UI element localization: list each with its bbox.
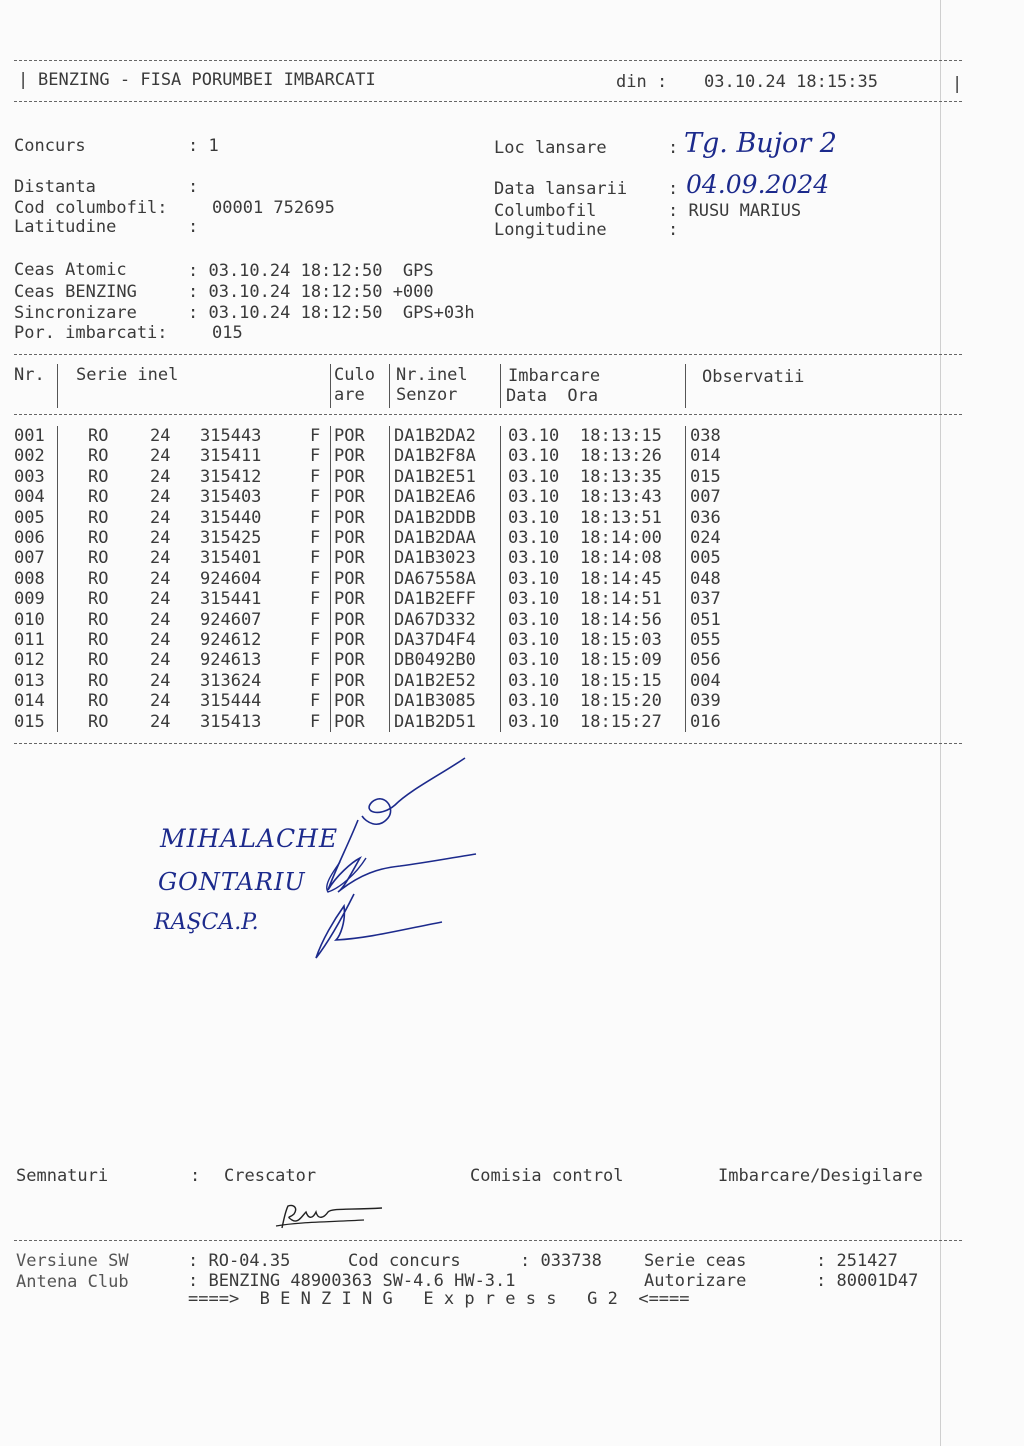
row-year: 24: [150, 630, 171, 650]
table-header-divider: [57, 364, 58, 408]
cod-concurs-label: Cod concurs: [348, 1251, 461, 1271]
row-sensor-id: DA37D4F4: [394, 630, 476, 650]
row-country: RO: [88, 691, 109, 712]
longitudine-label: Longitudine: [494, 220, 607, 240]
row-sensor-id: DA1B2F8A: [394, 446, 476, 467]
distanta-value: :: [188, 177, 199, 197]
row-sensor-id: DA1B2DA2: [394, 426, 476, 446]
table-header-divider: [330, 364, 331, 408]
row-sex: F: [310, 548, 321, 569]
row-nr: 009: [14, 589, 45, 610]
row-date: 03.10: [508, 507, 560, 528]
footer-top-rule: [14, 1240, 962, 1241]
row-time: 18:15:20: [580, 691, 662, 712]
row-sex: F: [310, 711, 321, 732]
porumbei-imbarcati-value: 015: [212, 323, 243, 343]
row-country: RO: [88, 589, 109, 610]
row-ring-number: 315443: [200, 426, 262, 446]
col-header-nr: Nr.: [14, 365, 45, 385]
row-year: 24: [150, 670, 171, 691]
semnatura-crescator: Crescator: [224, 1166, 317, 1186]
row-country: RO: [88, 650, 109, 671]
sincronizare-label: Sincronizare: [14, 303, 137, 323]
row-year: 24: [150, 609, 171, 630]
sincronizare-value: : 03.10.24 18:12:50 GPS+03h: [188, 303, 475, 323]
row-color: POR: [334, 568, 365, 589]
row-observatii: 036: [690, 507, 721, 528]
ceas-atomic-label: Ceas Atomic: [14, 260, 127, 280]
autorizare-value: : 80001D47: [816, 1271, 919, 1291]
row-date: 03.10: [508, 650, 560, 671]
header-left-bar: |: [18, 70, 29, 90]
loc-lansare-colon: :: [668, 138, 679, 158]
row-date: 03.10: [508, 691, 560, 712]
table-header-rule: [14, 414, 962, 415]
row-observatii: 005: [690, 548, 721, 569]
table-body-divider: [330, 426, 331, 732]
row-time: 18:15:27: [580, 711, 662, 732]
col-header-serie-inel: Serie inel: [76, 365, 179, 385]
row-country: RO: [88, 466, 109, 487]
row-color: POR: [334, 691, 365, 712]
row-nr: 001: [14, 426, 45, 446]
row-sensor-id: DA67558A: [394, 568, 476, 589]
row-sensor-id: DA1B3023: [394, 548, 476, 569]
row-date: 03.10: [508, 426, 560, 446]
row-year: 24: [150, 691, 171, 712]
row-ring-number: 924613: [200, 650, 262, 671]
row-ring-number: 315412: [200, 466, 262, 487]
row-nr: 007: [14, 548, 45, 569]
row-date: 03.10: [508, 711, 560, 732]
handwritten-signatures: [300, 750, 490, 970]
row-ring-number: 315440: [200, 507, 262, 528]
loc-lansare-label: Loc lansare: [494, 138, 607, 158]
row-sex: F: [310, 670, 321, 691]
row-sensor-id: DA1B2D51: [394, 711, 476, 732]
row-year: 24: [150, 487, 171, 508]
table-header-divider: [389, 364, 390, 408]
row-nr: 006: [14, 528, 45, 548]
row-ring-number: 315401: [200, 548, 262, 569]
row-date: 03.10: [508, 466, 560, 487]
serie-ceas-label: Serie ceas: [644, 1251, 747, 1271]
row-nr: 004: [14, 487, 45, 508]
row-country: RO: [88, 507, 109, 528]
row-date: 03.10: [508, 548, 560, 569]
row-date: 03.10: [508, 528, 560, 548]
row-date: 03.10: [508, 446, 560, 467]
row-ring-number: 924607: [200, 609, 262, 630]
col-header-imbarcare-1: Imbarcare: [508, 366, 601, 386]
data-lansarii-colon: :: [668, 179, 679, 199]
row-time: 18:15:15: [580, 670, 662, 691]
row-year: 24: [150, 466, 171, 487]
row-nr: 015: [14, 711, 45, 732]
row-ring-number: 924612: [200, 630, 262, 650]
distanta-label: Distanta: [14, 177, 96, 197]
header-right-bar: |: [952, 74, 963, 94]
row-country: RO: [88, 487, 109, 508]
cod-columbofil-value: 00001 752695: [212, 198, 335, 218]
table-body-divider: [57, 426, 58, 732]
row-color: POR: [334, 487, 365, 508]
row-color: POR: [334, 548, 365, 569]
row-nr: 003: [14, 466, 45, 487]
col-header-nr-inel-2: Senzor: [396, 385, 458, 405]
table-body-divider: [389, 426, 390, 732]
row-time: 18:14:45: [580, 568, 662, 589]
row-observatii: 015: [690, 466, 721, 487]
row-sex: F: [310, 609, 321, 630]
row-country: RO: [88, 426, 109, 446]
columbofil-value: : RUSU MARIUS: [668, 201, 802, 221]
crescator-signature: [268, 1198, 388, 1238]
row-color: POR: [334, 630, 365, 650]
data-lansarii-label: Data lansarii: [494, 179, 628, 199]
row-ring-number: 924604: [200, 568, 262, 589]
autorizare-label: Autorizare: [644, 1271, 747, 1291]
row-country: RO: [88, 630, 109, 650]
table-bottom-rule: [14, 743, 962, 744]
row-country: RO: [88, 609, 109, 630]
versiune-sw-label: Versiune SW: [16, 1251, 129, 1271]
antena-club-value: : BENZING 48900363 SW-4.6 HW-3.1: [188, 1271, 516, 1291]
row-sex: F: [310, 691, 321, 712]
row-date: 03.10: [508, 589, 560, 610]
table-header-divider: [500, 364, 501, 408]
semnaturi-colon: :: [190, 1166, 201, 1186]
row-color: POR: [334, 589, 365, 610]
versiune-sw-value: : RO-04.35: [188, 1251, 291, 1271]
row-color: POR: [334, 711, 365, 732]
row-year: 24: [150, 507, 171, 528]
row-time: 18:13:35: [580, 466, 662, 487]
data-lansarii-handwritten: 04.09.2024: [686, 170, 830, 199]
concurs-label: Concurs: [14, 136, 86, 156]
row-year: 24: [150, 528, 171, 548]
row-ring-number: 313624: [200, 670, 262, 691]
row-time: 18:15:03: [580, 630, 662, 650]
handwritten-name-1: MIHALACHE: [160, 824, 339, 853]
header-bottom-rule: [14, 101, 962, 102]
row-time: 18:13:26: [580, 446, 662, 467]
row-ring-number: 315411: [200, 446, 262, 467]
semnatura-comisia-control: Comisia control: [470, 1166, 624, 1186]
row-sex: F: [310, 487, 321, 508]
col-header-culoare-1: Culo: [334, 365, 375, 385]
row-sensor-id: DA1B2E51: [394, 466, 476, 487]
header-date-value: 03.10.24 18:15:35: [704, 72, 878, 92]
row-sex: F: [310, 589, 321, 610]
antena-club-label: Antena Club: [16, 1272, 129, 1292]
columbofil-label: Columbofil: [494, 201, 597, 221]
row-nr: 012: [14, 650, 45, 671]
row-country: RO: [88, 548, 109, 569]
row-sex: F: [310, 650, 321, 671]
row-color: POR: [334, 609, 365, 630]
row-observatii: 038: [690, 426, 721, 446]
handwritten-name-3: RAŞCA.P.: [154, 910, 259, 935]
benzing-express-banner: ====> B E N Z I N G E x p r e s s G 2 <====: [188, 1289, 690, 1309]
row-observatii: 055: [690, 630, 721, 650]
row-year: 24: [150, 589, 171, 610]
row-country: RO: [88, 670, 109, 691]
serie-ceas-value: : 251427: [816, 1251, 898, 1271]
row-time: 18:13:15: [580, 426, 662, 446]
row-date: 03.10: [508, 670, 560, 691]
page-edge-line: [940, 0, 941, 1446]
header-date-label: din :: [616, 72, 668, 92]
ceas-benzing-label: Ceas BENZING: [14, 282, 137, 302]
row-nr: 013: [14, 670, 45, 691]
semnaturi-label: Semnaturi: [16, 1166, 109, 1186]
row-year: 24: [150, 711, 171, 732]
row-color: POR: [334, 670, 365, 691]
row-nr: 010: [14, 609, 45, 630]
row-sensor-id: DA67D332: [394, 609, 476, 630]
row-observatii: 014: [690, 446, 721, 467]
row-sensor-id: DA1B2DAA: [394, 528, 476, 548]
handwritten-name-2: GONTARIU: [158, 868, 306, 896]
row-date: 03.10: [508, 568, 560, 589]
row-time: 18:15:09: [580, 650, 662, 671]
row-nr: 011: [14, 630, 45, 650]
row-sex: F: [310, 630, 321, 650]
row-observatii: 039: [690, 691, 721, 712]
row-sensor-id: DA1B2E52: [394, 670, 476, 691]
row-year: 24: [150, 568, 171, 589]
row-nr: 008: [14, 568, 45, 589]
cod-concurs-value: : 033738: [520, 1251, 602, 1271]
row-nr: 014: [14, 691, 45, 712]
row-ring-number: 315425: [200, 528, 262, 548]
table-top-rule: [14, 354, 962, 355]
row-nr: 005: [14, 507, 45, 528]
row-sex: F: [310, 528, 321, 548]
row-observatii: 016: [690, 711, 721, 732]
row-time: 18:14:51: [580, 589, 662, 610]
col-header-imbarcare-2: Data Ora: [506, 386, 599, 406]
row-nr: 002: [14, 446, 45, 467]
latitudine-value: :: [188, 217, 199, 237]
cod-columbofil-label: Cod columbofil:: [14, 198, 168, 218]
header-top-rule: [14, 60, 962, 61]
loc-lansare-handwritten: Tg. Bujor 2: [684, 128, 837, 159]
semnatura-imbarcare-desigilare: Imbarcare/Desigilare: [718, 1166, 923, 1186]
row-ring-number: 315413: [200, 711, 262, 732]
row-sensor-id: DB0492B0: [394, 650, 476, 671]
concurs-value: : 1: [188, 136, 219, 156]
row-time: 18:14:00: [580, 528, 662, 548]
row-date: 03.10: [508, 609, 560, 630]
row-time: 18:13:51: [580, 507, 662, 528]
row-observatii: 004: [690, 670, 721, 691]
ceas-benzing-value: : 03.10.24 18:12:50 +000: [188, 282, 434, 302]
table-header-divider: [685, 364, 686, 408]
col-header-nr-inel-1: Nr.inel: [396, 365, 468, 385]
row-country: RO: [88, 711, 109, 732]
row-year: 24: [150, 548, 171, 569]
row-color: POR: [334, 650, 365, 671]
latitudine-label: Latitudine: [14, 217, 117, 237]
row-observatii: 048: [690, 568, 721, 589]
row-sex: F: [310, 466, 321, 487]
row-observatii: 007: [690, 487, 721, 508]
row-country: RO: [88, 528, 109, 548]
col-header-culoare-2: are: [334, 385, 365, 405]
row-observatii: 056: [690, 650, 721, 671]
row-date: 03.10: [508, 630, 560, 650]
document-title: BENZING - FISA PORUMBEI IMBARCATI: [38, 70, 376, 90]
row-sex: F: [310, 507, 321, 528]
col-header-observatii: Observatii: [702, 367, 805, 387]
row-sex: F: [310, 446, 321, 467]
row-year: 24: [150, 426, 171, 446]
ceas-atomic-value: : 03.10.24 18:12:50 GPS: [188, 261, 434, 281]
row-observatii: 037: [690, 589, 721, 610]
row-sensor-id: DA1B2DDB: [394, 507, 476, 528]
row-country: RO: [88, 446, 109, 467]
row-observatii: 024: [690, 528, 721, 548]
row-year: 24: [150, 446, 171, 467]
table-body-divider: [685, 426, 686, 732]
row-observatii: 051: [690, 609, 721, 630]
porumbei-imbarcati-label: Por. imbarcati:: [14, 323, 168, 343]
row-ring-number: 315441: [200, 589, 262, 610]
row-time: 18:13:43: [580, 487, 662, 508]
longitudine-value: :: [668, 220, 679, 240]
row-ring-number: 315403: [200, 487, 262, 508]
row-color: POR: [334, 466, 365, 487]
row-country: RO: [88, 568, 109, 589]
row-time: 18:14:56: [580, 609, 662, 630]
row-color: POR: [334, 528, 365, 548]
row-sensor-id: DA1B3085: [394, 691, 476, 712]
row-sensor-id: DA1B2EA6: [394, 487, 476, 508]
row-color: POR: [334, 446, 365, 467]
row-sensor-id: DA1B2EFF: [394, 589, 476, 610]
row-date: 03.10: [508, 487, 560, 508]
row-color: POR: [334, 507, 365, 528]
row-color: POR: [334, 426, 365, 446]
row-sex: F: [310, 568, 321, 589]
table-body-divider: [500, 426, 501, 732]
row-year: 24: [150, 650, 171, 671]
row-sex: F: [310, 426, 321, 446]
row-time: 18:14:08: [580, 548, 662, 569]
row-ring-number: 315444: [200, 691, 262, 712]
